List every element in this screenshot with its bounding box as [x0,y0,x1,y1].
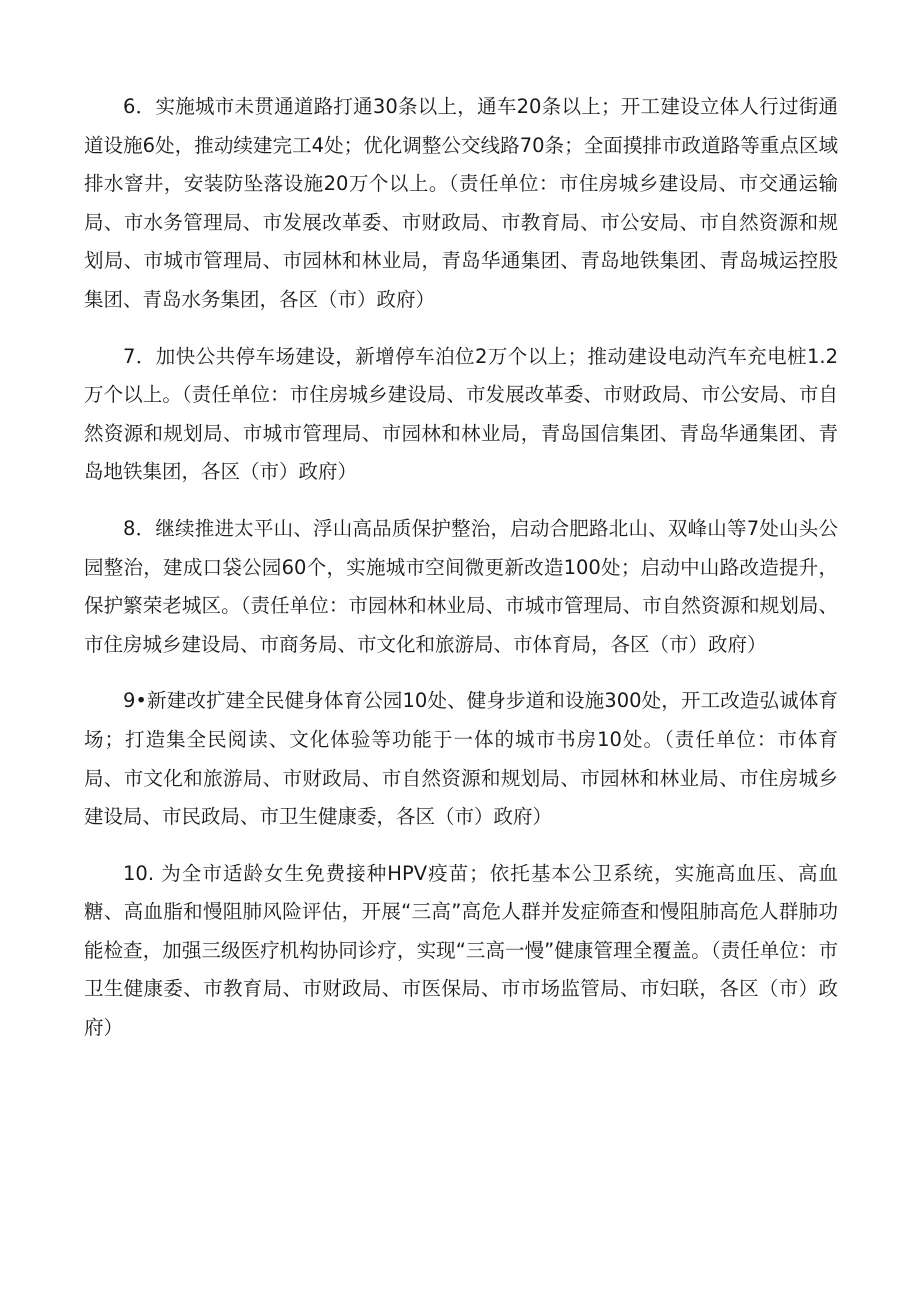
paragraph-item-10: 10. 为全市适龄女生免费接种HPV疫苗；依托基本公卫系统，实施高血压、高血糖、高血脂和慢阻肺风险评估，开展“三高”高危人群并发症筛查和慢阻肺高危人群肺功能检查，加强三级医疗机构协同诊疗，实现“三高一慢”健康管理全覆盖。（责任单位：市卫生健康委、市教育局、市财政局、市医保局、市市场监管局、市妇联，各区（市）政府） [84,861,838,1040]
paragraph-item-8: 8．继续推进太平山、浮山高品质保护整治，启动合肥路北山、双峰山等7处山头公园整治，建成口袋公园60个，实施城市空间微更新改造100处；启动中山路改造提升，保护繁荣老城区。（责任单位：市园林和林业局、市城市管理局、市自然资源和规划局、市住房城乡建设局、市商务局、市文化和旅游局、市体育局，各区（市）政府） [84,516,838,656]
paragraph-item-7: 7．加快公共停车场建设，新增停车泊位2万个以上；推动建设电动汽车充电桩1.2万个以上。（责任单位：市住房城乡建设局、市发展改革委、市财政局、市公安局、市自然资源和规划局、市城市管理局、市园林和林业局，青岛国信集团、青岛华通集团、青岛地铁集团，各区（市）政府） [84,344,838,484]
document-body [84,88,838,1066]
paragraph-item-6: 6．实施城市未贯通道路打通30条以上，通车20条以上；开工建设立体人行过街通道设施6处，推动续建完工4处；优化调整公交线路70条；全面摸排市政道路等重点区域排水窨井，安装防坠落设施20万个以上。（责任单位：市住房城乡建设局、市交通运输局、市水务管理局、市发展改革委、市财政局、市教育局、市公安局、市自然资源和规划局、市城市管理局、市园林和林业局，青岛华通集团、青岛地铁集团、青岛城运控股集团、青岛水务集团，各区（市）政府） [84,95,838,311]
paragraph-item-9: 9•新建改扩建全民健身体育公园10处、健身步道和设施300处，开工改造弘诚体育场；打造集全民阅读、文化体验等功能于一体的城市书房10处。（责任单位：市体育局、市文化和旅游局、市财政局、市自然资源和规划局、市园林和林业局、市住房城乡建设局、市民政局、市卫生健康委，各区（市）政府） [84,689,838,829]
